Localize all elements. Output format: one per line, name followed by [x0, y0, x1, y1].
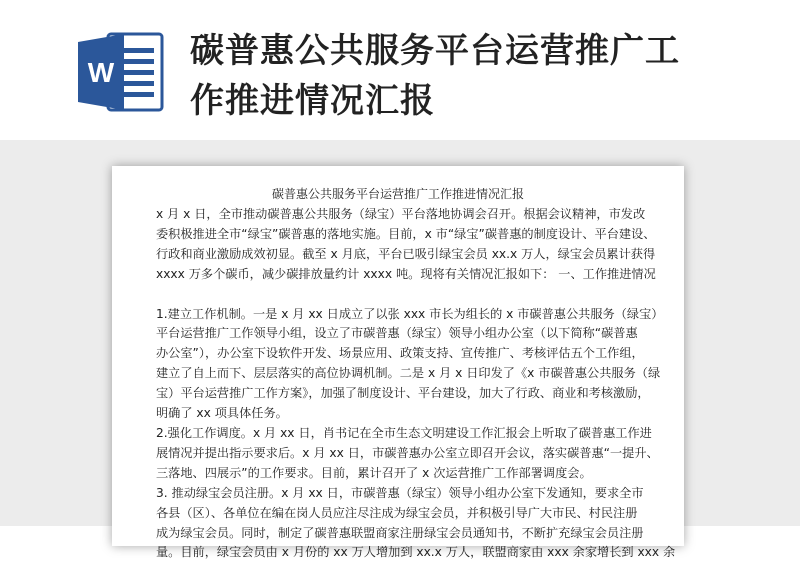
body-line: 3. 推动绿宝会员注册。x 月 xx 日，市碳普惠（绿宝）领导小组办公室下发通知，要求全市 — [156, 485, 644, 500]
body-line: 明确了 xx 项具体任务。 — [156, 406, 288, 421]
document-body — [156, 205, 676, 563]
body-line: 委积极推进全市“绿宝”碳普惠的落地实施。目前，x 市“绿宝”碳普惠的制度设计、平台建设、 — [156, 226, 656, 241]
body-line: 量。目前，绿宝会员由 x 月份的 xx 万人增加到 xx.x 万人，联盟商家由 xxx 余家增长到 xxx 余 — [156, 545, 676, 560]
body-line: 展情况并提出指示要求后。x 月 xx 日，市碳普惠办公室立即召开会议，落实碳普惠“一提升、 — [156, 445, 659, 460]
word-icon-letter: W — [87, 57, 115, 88]
body-line: 行政和商业激励成效初显。截至 x 月底，平台已吸引绿宝会员 xx.x 万人，绿宝会员累计获得 — [156, 246, 656, 261]
body-line: 建立了自上而下、层层落实的高位协调机制。二是 x 月 x 日印发了《x 市碳普惠公共服务（绿 — [156, 366, 661, 381]
body-line: 宝）平台运营推广工作方案》，加强了制度设计、平台建设，加大了行政、商业和考核激励， — [156, 386, 650, 401]
body-line: 2.强化工作调度。x 月 xx 日，肖书记在全市生态文明建设工作汇报会上听取了碳普惠工作进 — [156, 425, 652, 440]
body-blank-line — [156, 285, 646, 305]
body-line: x 月 x 日，全市推动碳普惠公共服务（绿宝）平台落地协调会召开。根据会议精神，市发改 — [156, 207, 646, 221]
body-line: xxxx 万多个碳币，减少碳排放量约计 xxxx 吨。现将有关情况汇报如下： 一、工作推进情况 — [156, 266, 656, 281]
page-title-line-1: 碳普惠公共服务平台运营推广工 — [190, 31, 680, 71]
body-line: 各县（区）、各单位在编在岗人员应注尽注成为绿宝会员，并积极引导广大市民、村民注册 — [156, 505, 638, 520]
body-line: 1.建立工作机制。一是 x 月 xx 日成立了以张 xxx 市长为组长的 x 市碳普惠公共服务（绿宝） — [156, 306, 664, 321]
page-title-line-2: 作推进情况汇报 — [190, 81, 435, 121]
page-title — [190, 26, 770, 126]
body-line: 平台运营推广工作领导小组，设立了市碳普惠（绿宝）领导小组办公室（以下简称“碳普惠 — [156, 326, 638, 341]
document-title: 碳普惠公共服务平台运营推广工作推进情况汇报 — [271, 187, 524, 201]
document-page — [112, 166, 684, 560]
body-line: 办公室”），办公室下设软件开发、场景应用、政策支持、宣传推广、考核评估五个工作组， — [156, 346, 644, 361]
body-line: 成为绿宝会员。同时，制定了碳普惠联盟商家注册绿宝会员通知书，不断扩充绿宝会员注册 — [156, 525, 644, 540]
body-line: 三落地、四展示”的工作要求。目前，累计召开了 x 次运营推广工作部署调度会。 — [156, 465, 592, 480]
header — [0, 0, 800, 140]
word-document-icon — [78, 32, 164, 112]
